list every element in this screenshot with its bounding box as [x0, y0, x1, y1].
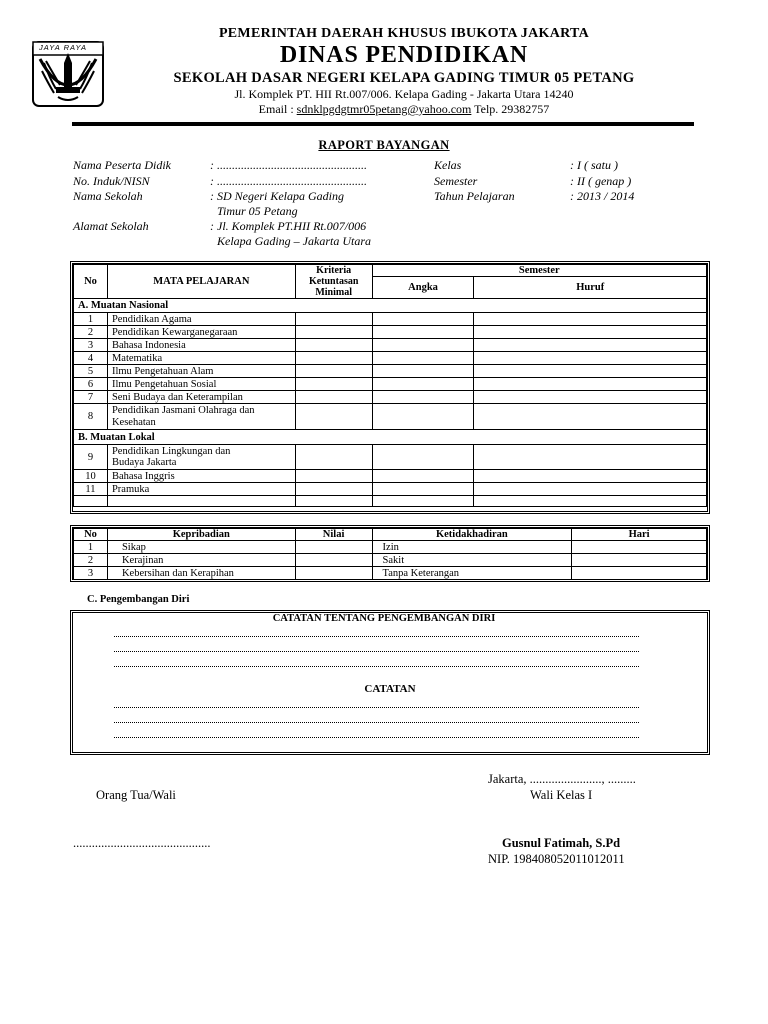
table-row: 7 Seni Budaya dan Keterampilan [74, 391, 707, 404]
parent-signature-line: ............................................ [73, 836, 211, 850]
notes-line[interactable] [114, 666, 639, 667]
table-row: 5 Ilmu Pengetahuan Alam [74, 365, 707, 378]
nisn-label: No. Induk/NISN [73, 174, 150, 188]
nisn-value: : .................................................. [210, 174, 367, 188]
angka-cell[interactable] [372, 378, 474, 391]
catatan-line[interactable] [114, 737, 639, 738]
angka-cell[interactable] [372, 326, 474, 339]
col-nilai: Nilai [295, 529, 372, 541]
kkm-cell[interactable] [295, 352, 372, 365]
section-muatan-lokal: B. Muatan Lokal [74, 430, 707, 445]
hari-cell[interactable] [572, 554, 707, 567]
kkm-cell[interactable] [295, 404, 372, 430]
table-row: 8 Pendidikan Jasmani Olahraga dan Kesehatan [74, 404, 707, 430]
col-mapel: MATA PELAJARAN [107, 265, 295, 299]
catatan-line[interactable] [114, 707, 639, 708]
kkm-cell[interactable] [295, 339, 372, 352]
huruf-cell[interactable] [474, 313, 707, 326]
email-label: Email : [258, 102, 297, 116]
sekolah-value-2: Timur 05 Petang [217, 204, 298, 218]
angka-cell[interactable] [372, 339, 474, 352]
personality-table [73, 528, 707, 580]
section-muatan-nasional: A. Muatan Nasional [74, 299, 707, 313]
kelas-label: Kelas [434, 158, 462, 172]
parent-label: Orang Tua/Wali [96, 788, 176, 802]
col-no: No [74, 265, 108, 299]
huruf-cell[interactable] [474, 404, 707, 430]
huruf-cell[interactable] [474, 352, 707, 365]
nama-value: : .................................................. [210, 158, 367, 172]
sekolah-value: : SD Negeri Kelapa Gading [210, 189, 344, 203]
kelas-value: : I ( satu ) [570, 158, 618, 172]
kkm-cell[interactable] [295, 470, 372, 483]
alamat-label: Alamat Sekolah [73, 219, 149, 233]
kkm-cell[interactable] [295, 391, 372, 404]
header-address: Jl. Komplek PT. HII Rt.007/006. Kelapa Gading - Jakarta Utara 14240 [234, 87, 574, 101]
header-agency: DINAS PENDIDIKAN [279, 42, 529, 68]
semester-value: : II ( genap ) [570, 174, 632, 188]
huruf-cell[interactable] [474, 391, 707, 404]
teacher-label: Wali Kelas I [530, 788, 593, 802]
kkm-cell[interactable] [295, 483, 372, 496]
col-angka: Angka [372, 277, 474, 299]
table-row: 9 Pendidikan Lingkungan dan Budaya Jakarta [74, 445, 707, 470]
notes-line[interactable] [114, 636, 639, 637]
kkm-cell[interactable] [295, 365, 372, 378]
table-row: 6 Ilmu Pengetahuan Sosial [74, 378, 707, 391]
semester-label: Semester [434, 174, 478, 188]
col-kepribadian: Kepribadian [107, 529, 295, 541]
nilai-cell[interactable] [295, 541, 372, 554]
grades-table [73, 264, 707, 507]
angka-cell[interactable] [372, 352, 474, 365]
angka-cell[interactable] [372, 391, 474, 404]
angka-cell[interactable] [372, 313, 474, 326]
col-hari: Hari [572, 529, 707, 541]
teacher-name: Gusnul Fatimah, S.Pd [502, 836, 621, 850]
catatan-line[interactable] [114, 722, 639, 723]
place-date: Jakarta, ......................., ......... [488, 772, 636, 786]
hari-cell[interactable] [572, 541, 707, 554]
logo-text: JAYA RAYA [39, 43, 88, 52]
angka-cell[interactable] [372, 445, 474, 470]
alamat-value: : Jl. Komplek PT.HII Rt.007/006 [210, 219, 367, 233]
notes-title: CATATAN TENTANG PENGEMBANGAN DIRI [272, 613, 496, 624]
huruf-cell[interactable] [474, 470, 707, 483]
email-link[interactable]: sdnklpgdgtmr05petang@yahoo.com [296, 102, 472, 116]
col-no: No [74, 529, 108, 541]
phone: Telp. 29382757 [471, 102, 550, 116]
tahun-value: : 2013 / 2014 [570, 189, 635, 203]
report-title: RAPORT BAYANGAN [318, 138, 450, 152]
huruf-cell[interactable] [474, 365, 707, 378]
hari-cell[interactable] [572, 567, 707, 580]
col-ketidakhadiran: Ketidakhadiran [372, 529, 572, 541]
col-huruf: Huruf [474, 277, 707, 299]
nilai-cell[interactable] [295, 554, 372, 567]
table-row [74, 496, 707, 507]
section-pengembangan-diri: C. Pengembangan Diri [87, 594, 190, 605]
teacher-nip: NIP. 198408052011012011 [488, 852, 625, 866]
header-divider [72, 122, 694, 126]
angka-cell[interactable] [372, 404, 474, 430]
kkm-cell[interactable] [295, 445, 372, 470]
angka-cell[interactable] [372, 483, 474, 496]
table-row: 2 Pendidikan Kewarganegaraan [74, 326, 707, 339]
kkm-cell[interactable] [295, 326, 372, 339]
header-government: PEMERINTAH DAERAH KHUSUS IBUKOTA JAKARTA [218, 26, 590, 41]
table-row: 11 Pramuka [74, 483, 707, 496]
table-row: 4 Matematika [74, 352, 707, 365]
table-row: 1 Sikap Izin [74, 541, 707, 554]
table-row: 10 Bahasa Inggris [74, 470, 707, 483]
table-row: 1 Pendidikan Agama [74, 313, 707, 326]
col-kkm: Kriteria Ketuntasan Minimal [295, 265, 372, 299]
sekolah-label: Nama Sekolah [73, 189, 143, 203]
header-contact [0, 102, 768, 117]
catatan-title: CATATAN [364, 683, 416, 695]
notes-line[interactable] [114, 651, 639, 652]
tahun-label: Tahun Pelajaran [434, 189, 515, 203]
header-school: SEKOLAH DASAR NEGERI KELAPA GADING TIMUR 05 PETANG [173, 70, 635, 86]
alamat-value-2: Kelapa Gading – Jakarta Utara [217, 234, 371, 248]
huruf-cell[interactable] [474, 483, 707, 496]
huruf-cell[interactable] [474, 326, 707, 339]
huruf-cell[interactable] [474, 445, 707, 470]
angka-cell[interactable] [372, 365, 474, 378]
huruf-cell[interactable] [474, 378, 707, 391]
table-row: 2 Kerajinan Sakit [74, 554, 707, 567]
kkm-cell[interactable] [295, 378, 372, 391]
col-semester: Semester [372, 265, 706, 277]
angka-cell[interactable] [372, 470, 474, 483]
nilai-cell[interactable] [295, 567, 372, 580]
kkm-cell[interactable] [295, 313, 372, 326]
huruf-cell[interactable] [474, 339, 707, 352]
nama-label: Nama Peserta Didik [73, 158, 171, 172]
table-row: 3 Bahasa Indonesia [74, 339, 707, 352]
table-row: 3 Kebersihan dan Kerapihan Tanpa Keterangan [74, 567, 707, 580]
